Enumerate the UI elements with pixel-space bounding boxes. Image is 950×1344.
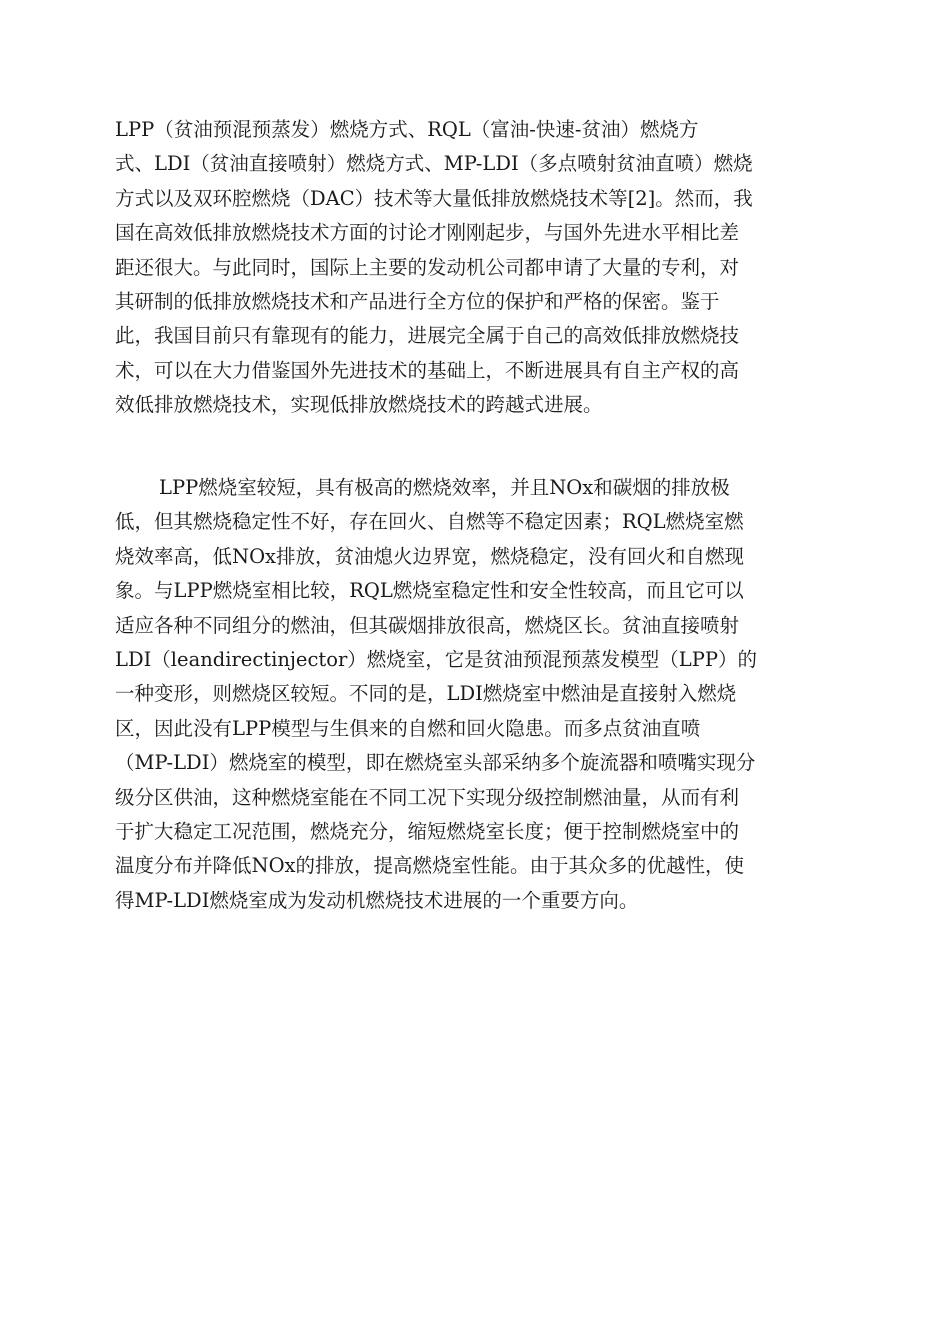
text-line: LPP（贫油预混预蒸发）燃烧方式、RQL（富油-快速-贫油）燃烧方: [115, 118, 699, 141]
text-line: 一种变形，则燃烧区较短。不同的是，LDI燃烧室中燃油是直接射入燃烧: [115, 682, 737, 706]
text-line: 适应各种不同组分的燃油，但其碳烟排放很高，燃烧区长。贫油直接喷射: [115, 613, 740, 637]
text-line: 距还很大。与此同时，国际上主要的发动机公司都申请了大量的专利，对: [115, 255, 740, 279]
text-line: 效低排放燃烧技术，实现低排放燃烧技术的跨越式进展。: [115, 393, 603, 417]
text-line: 此，我国目前只有靠现有的能力，进展完全属于自己的高效低排放燃烧技: [115, 324, 740, 348]
text-line: LDI（leandirectinjector）燃烧室，它是贫油预混预蒸发模型（LPP）的: [115, 647, 757, 671]
text-line: （MP-LDI）燃烧室的模型，即在燃烧室头部采纳多个旋流器和喷嘴实现分: [115, 751, 756, 775]
text-line: 国在高效低排放燃烧技术方面的讨论才刚刚起步，与国外先进水平相比差: [115, 221, 740, 245]
paragraph-1: [115, 113, 835, 423]
text-line: 低，但其燃烧稳定性不好，存在回火、自燃等不稳定因素；RQL燃烧室燃: [115, 510, 744, 534]
text-line: 式、LDI（贫油直接喷射）燃烧方式、MP-LDI（多点喷射贫油直喷）燃烧: [115, 152, 753, 176]
text-line: 区，因此没有LPP模型与生俱来的自燃和回火隐患。而多点贫油直喷: [115, 716, 701, 740]
text-line: 其研制的低排放燃烧技术和产品进行全方位的保护和严格的保密。鉴于: [115, 289, 720, 313]
text-line: 得MP-LDI燃烧室成为发动机燃烧技术进展的一个重要方向。: [115, 888, 639, 912]
text-line: 于扩大稳定工况范围，燃烧充分，缩短燃烧室长度；便于控制燃烧室中的: [115, 819, 740, 843]
paragraph-2: [115, 471, 835, 918]
text-line: 方式以及双环腔燃烧（DAC）技术等大量低排放燃烧技术等[2]。然而，我: [115, 186, 753, 210]
text-line: 术，可以在大力借鉴国外先进技术的基础上，不断进展具有自主产权的高: [115, 358, 740, 382]
text-line: 烧效率高，低NOx排放，贫油熄火边界宽，燃烧稳定，没有回火和自燃现: [115, 544, 745, 568]
text-line: 级分区供油，这种燃烧室能在不同工况下实现分级控制燃油量，从而有利: [115, 785, 740, 809]
text-line: 温度分布并降低NOx的排放，提高燃烧室性能。由于其众多的优越性，使: [115, 854, 745, 878]
text-line: 象。与LPP燃烧室相比较，RQL燃烧室稳定性和安全性较高，而且它可以: [115, 579, 744, 603]
text-line: LPP燃烧室较短，具有极高的燃烧效率，并且NOx和碳烟的排放极: [159, 476, 730, 499]
